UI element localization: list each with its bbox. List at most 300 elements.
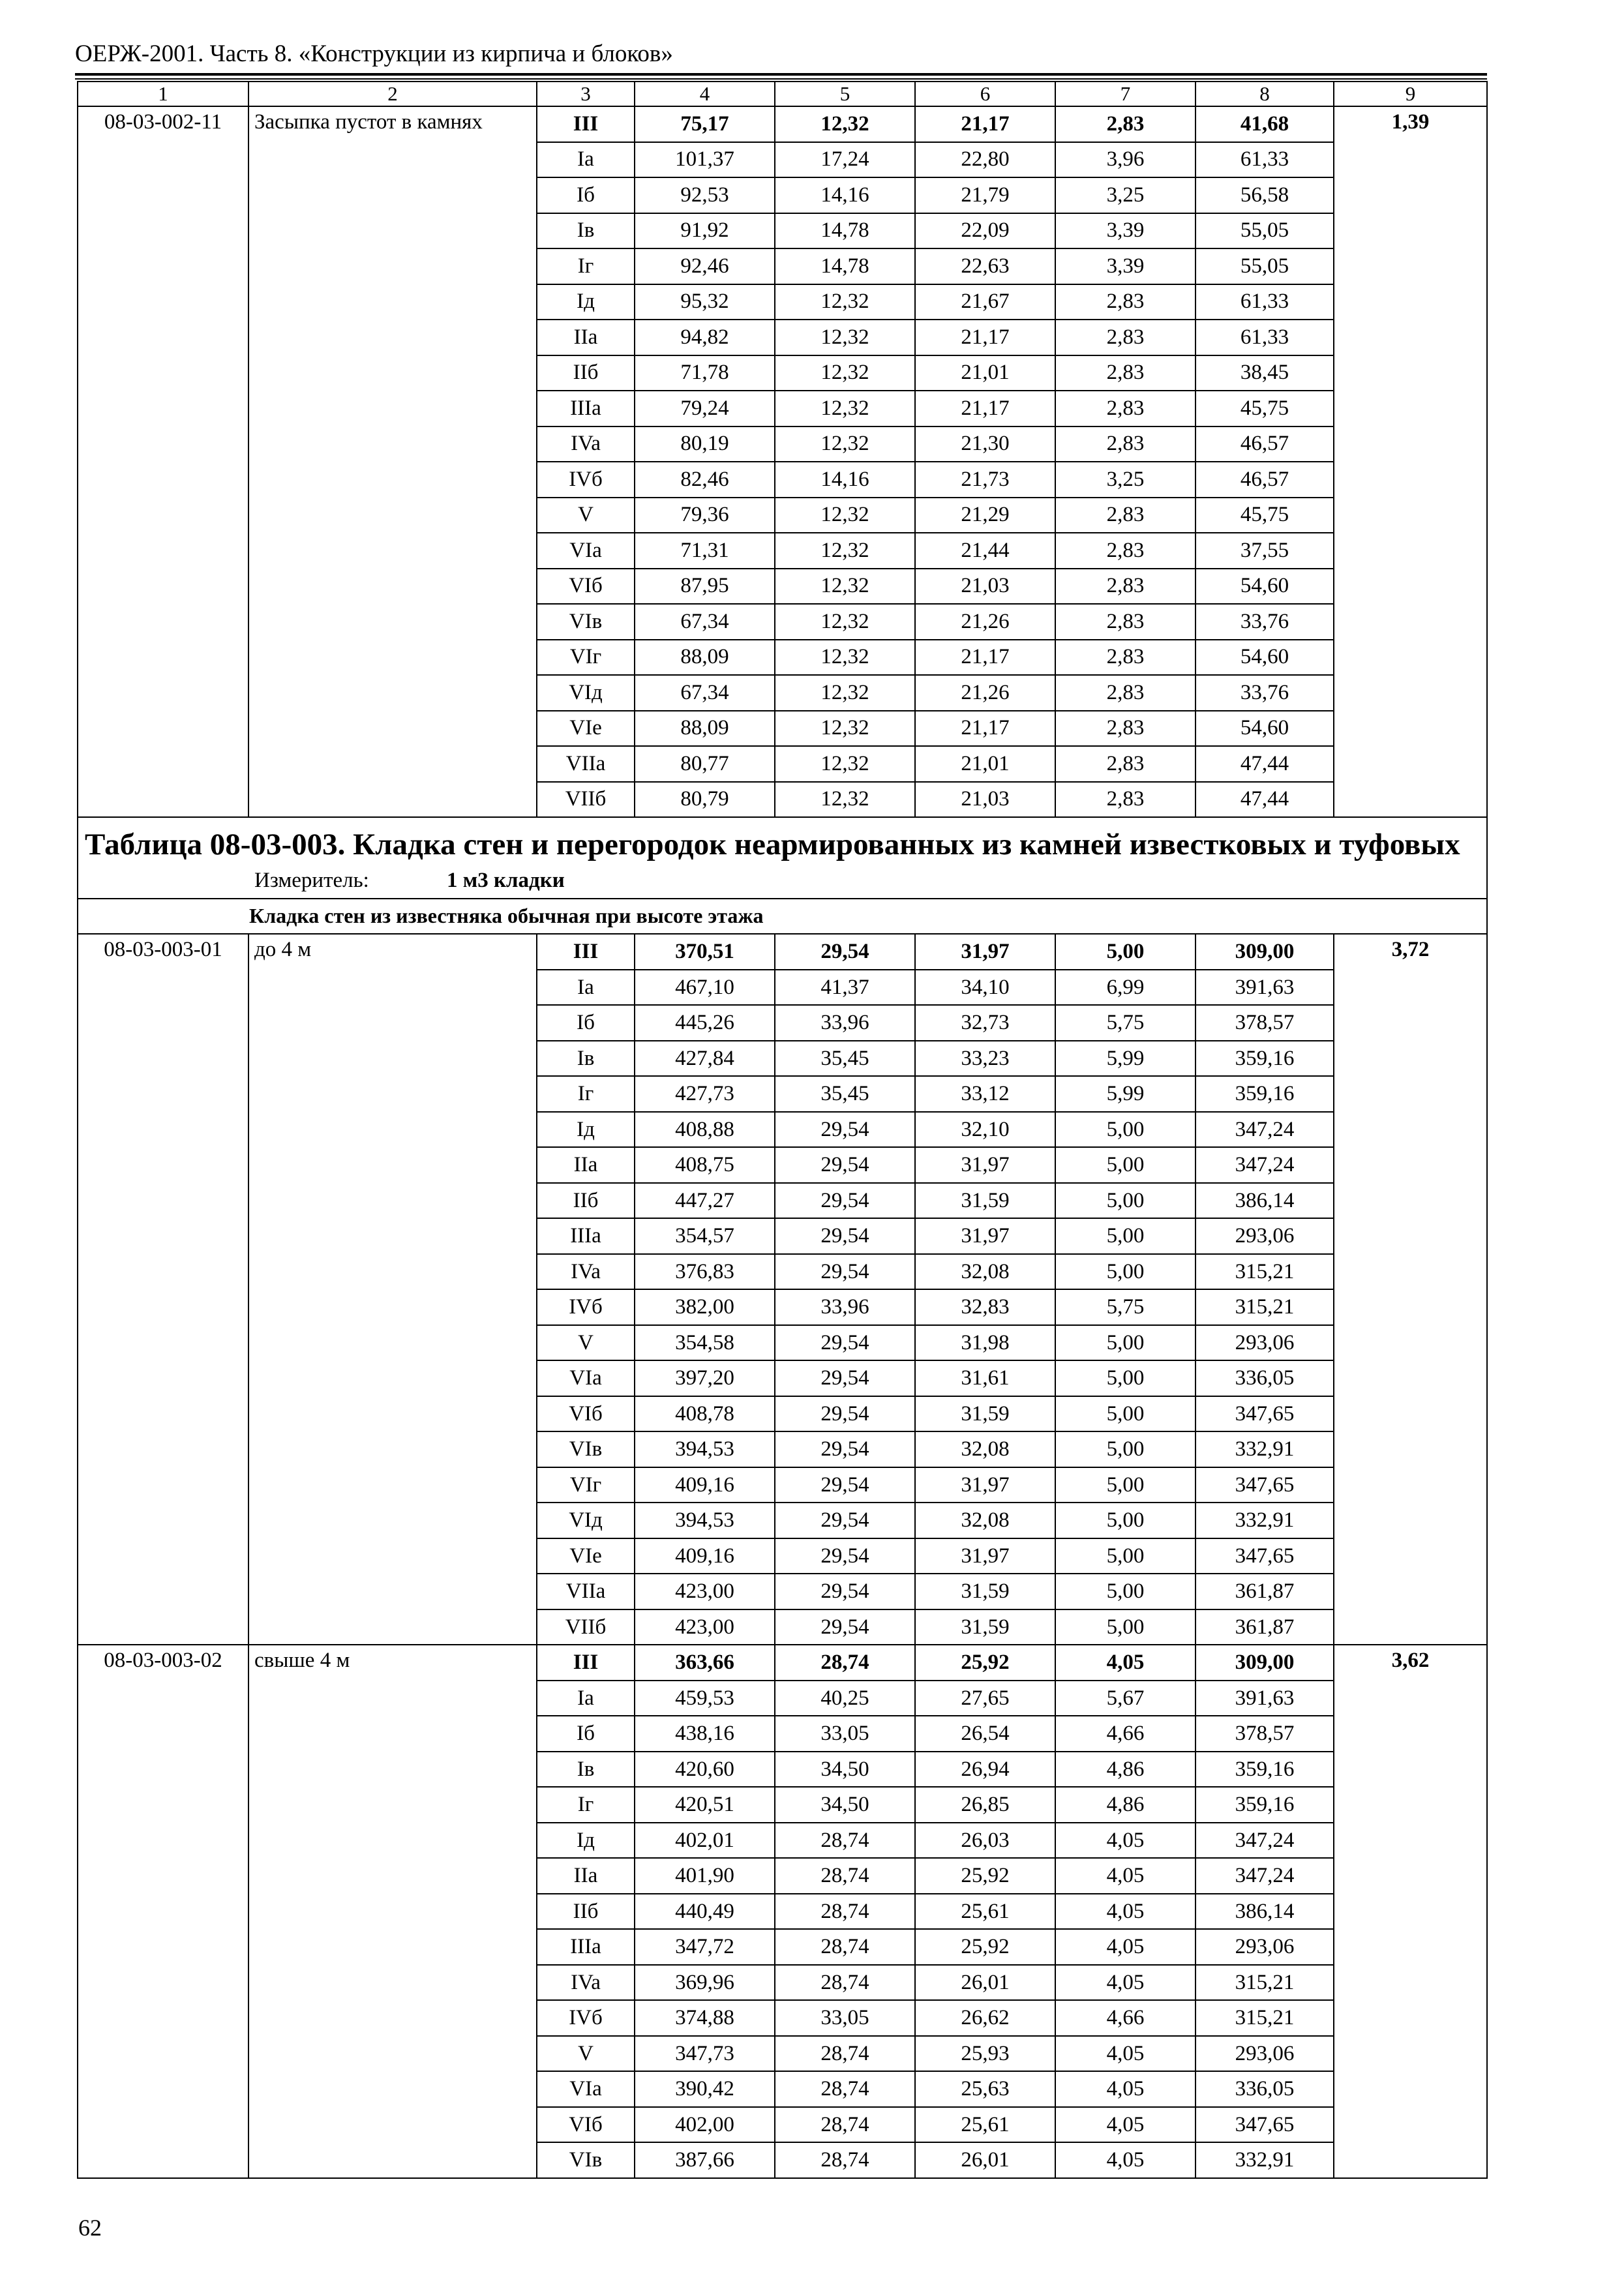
zone-cell: Iв — [537, 1041, 635, 1077]
value-cell: 75,17 — [635, 106, 775, 142]
value-cell: 397,20 — [635, 1360, 775, 1396]
value-cell: 467,10 — [635, 970, 775, 1006]
value-cell: 32,10 — [915, 1112, 1055, 1148]
value-cell: 440,49 — [635, 1894, 775, 1930]
table-row — [78, 1645, 1487, 1681]
value-cell: 21,17 — [915, 106, 1055, 142]
value-cell: 40,25 — [775, 1681, 915, 1716]
value-cell: 31,98 — [915, 1325, 1055, 1361]
value-cell: 21,01 — [915, 746, 1055, 782]
value-cell: 14,16 — [775, 177, 915, 213]
zone-cell: VIe — [537, 711, 635, 747]
zone-cell: VIв — [537, 604, 635, 640]
value-cell: 408,75 — [635, 1147, 775, 1183]
value-cell: 423,00 — [635, 1609, 775, 1645]
labor-cost-cell: 3,62 — [1334, 1645, 1487, 2178]
zone-cell: IIIa — [537, 1929, 635, 1965]
value-cell: 32,08 — [915, 1254, 1055, 1290]
zone-cell: Iб — [537, 1716, 635, 1752]
value-cell: 409,16 — [635, 1467, 775, 1503]
value-cell: 29,54 — [775, 934, 915, 970]
value-cell: 21,26 — [915, 604, 1055, 640]
value-cell: 5,75 — [1055, 1289, 1195, 1325]
running-header: ОЕРЖ-2001. Часть 8. «Конструкции из кирпича и блоков» — [75, 40, 673, 67]
value-cell: 336,05 — [1195, 2071, 1334, 2107]
value-cell: 26,85 — [915, 1787, 1055, 1823]
zone-cell: VIг — [537, 1467, 635, 1503]
value-cell: 31,97 — [915, 1467, 1055, 1503]
zone-cell: IIб — [537, 1894, 635, 1930]
value-cell: 5,00 — [1055, 934, 1195, 970]
value-cell: 459,53 — [635, 1681, 775, 1716]
value-cell: 12,32 — [775, 498, 915, 533]
zone-cell: VIв — [537, 1431, 635, 1467]
zone-cell: V — [537, 2036, 635, 2072]
value-cell: 25,92 — [915, 1858, 1055, 1894]
column-number: 3 — [537, 82, 635, 106]
value-cell: 28,74 — [775, 1894, 915, 1930]
value-cell: 31,59 — [915, 1609, 1055, 1645]
zone-cell: VIв — [537, 2142, 635, 2178]
unit-value: 1 м3 кладки — [447, 869, 565, 893]
value-cell: 79,24 — [635, 391, 775, 426]
value-cell: 101,37 — [635, 142, 775, 178]
value-cell: 5,00 — [1055, 1218, 1195, 1254]
value-cell: 87,95 — [635, 569, 775, 605]
value-cell: 363,66 — [635, 1645, 775, 1681]
value-cell: 394,53 — [635, 1431, 775, 1467]
value-cell: 354,58 — [635, 1325, 775, 1361]
zone-cell: III — [537, 1645, 635, 1681]
value-cell: 5,00 — [1055, 1396, 1195, 1432]
unit-label: Измеритель: — [254, 869, 369, 893]
value-cell: 5,00 — [1055, 1254, 1195, 1290]
value-cell: 41,37 — [775, 970, 915, 1006]
column-number: 7 — [1055, 82, 1195, 106]
value-cell: 359,16 — [1195, 1041, 1334, 1077]
value-cell: 359,16 — [1195, 1076, 1334, 1112]
value-cell: 12,32 — [775, 355, 915, 391]
column-number: 8 — [1195, 82, 1334, 106]
value-cell: 332,91 — [1195, 1503, 1334, 1538]
zone-cell: III — [537, 106, 635, 142]
value-cell: 35,45 — [775, 1076, 915, 1112]
value-cell: 67,34 — [635, 675, 775, 711]
work-description: свыше 4 м — [248, 1645, 537, 2178]
work-description: Засыпка пустот в камнях — [248, 106, 537, 817]
value-cell: 45,75 — [1195, 498, 1334, 533]
value-cell: 420,60 — [635, 1752, 775, 1788]
value-cell: 26,54 — [915, 1716, 1055, 1752]
value-cell: 29,54 — [775, 1467, 915, 1503]
zone-cell: Iг — [537, 1787, 635, 1823]
zone-cell: Iв — [537, 1752, 635, 1788]
value-cell: 22,63 — [915, 248, 1055, 284]
value-cell: 5,00 — [1055, 1325, 1195, 1361]
value-cell: 29,54 — [775, 1325, 915, 1361]
rate-code: 08-03-003-01 — [78, 934, 248, 1645]
value-cell: 29,54 — [775, 1183, 915, 1219]
value-cell: 26,03 — [915, 1823, 1055, 1859]
value-cell: 2,83 — [1055, 782, 1195, 818]
value-cell: 315,21 — [1195, 2000, 1334, 2036]
value-cell: 12,32 — [775, 106, 915, 142]
value-cell: 31,97 — [915, 1218, 1055, 1254]
value-cell: 293,06 — [1195, 2036, 1334, 2072]
zone-cell: Iб — [537, 1005, 635, 1041]
rates-table-body — [78, 82, 1487, 2178]
value-cell: 347,65 — [1195, 1467, 1334, 1503]
value-cell: 22,09 — [915, 213, 1055, 249]
value-cell: 5,00 — [1055, 1609, 1195, 1645]
value-cell: 32,08 — [915, 1431, 1055, 1467]
value-cell: 4,66 — [1055, 1716, 1195, 1752]
value-cell: 61,33 — [1195, 320, 1334, 355]
value-cell: 4,05 — [1055, 1858, 1195, 1894]
value-cell: 387,66 — [635, 2142, 775, 2178]
zone-cell: Iд — [537, 1112, 635, 1148]
value-cell: 46,57 — [1195, 426, 1334, 462]
value-cell: 2,83 — [1055, 391, 1195, 426]
zone-cell: VIIб — [537, 782, 635, 818]
value-cell: 12,32 — [775, 711, 915, 747]
value-cell: 2,83 — [1055, 675, 1195, 711]
value-cell: 309,00 — [1195, 934, 1334, 970]
zone-cell: VIб — [537, 569, 635, 605]
zone-cell: Iг — [537, 1076, 635, 1112]
value-cell: 12,32 — [775, 391, 915, 426]
value-cell: 386,14 — [1195, 1894, 1334, 1930]
zone-cell: VIIб — [537, 1609, 635, 1645]
value-cell: 391,63 — [1195, 970, 1334, 1006]
value-cell: 80,77 — [635, 746, 775, 782]
column-number: 4 — [635, 82, 775, 106]
table-row — [78, 934, 1487, 970]
value-cell: 5,00 — [1055, 1503, 1195, 1538]
value-cell: 29,54 — [775, 1538, 915, 1574]
value-cell: 32,83 — [915, 1289, 1055, 1325]
value-cell: 12,32 — [775, 604, 915, 640]
value-cell: 2,83 — [1055, 533, 1195, 569]
value-cell: 31,61 — [915, 1360, 1055, 1396]
value-cell: 12,32 — [775, 746, 915, 782]
value-cell: 376,83 — [635, 1254, 775, 1290]
value-cell: 25,61 — [915, 1894, 1055, 1930]
value-cell: 21,17 — [915, 711, 1055, 747]
value-cell: 408,88 — [635, 1112, 775, 1148]
value-cell: 347,73 — [635, 2036, 775, 2072]
value-cell: 12,32 — [775, 782, 915, 818]
value-cell: 31,59 — [915, 1183, 1055, 1219]
value-cell: 33,12 — [915, 1076, 1055, 1112]
value-cell: 2,83 — [1055, 569, 1195, 605]
value-cell: 5,00 — [1055, 1147, 1195, 1183]
value-cell: 4,86 — [1055, 1787, 1195, 1823]
value-cell: 4,05 — [1055, 1823, 1195, 1859]
value-cell: 17,24 — [775, 142, 915, 178]
value-cell: 21,26 — [915, 675, 1055, 711]
value-cell: 347,65 — [1195, 2107, 1334, 2143]
value-cell: 12,32 — [775, 533, 915, 569]
zone-cell: Iд — [537, 284, 635, 320]
column-number: 6 — [915, 82, 1055, 106]
value-cell: 347,24 — [1195, 1858, 1334, 1894]
zone-cell: IIIa — [537, 1218, 635, 1254]
value-cell: 33,76 — [1195, 675, 1334, 711]
value-cell: 4,05 — [1055, 2071, 1195, 2107]
value-cell: 3,25 — [1055, 462, 1195, 498]
value-cell: 359,16 — [1195, 1787, 1334, 1823]
zone-cell: VIб — [537, 2107, 635, 2143]
value-cell: 12,32 — [775, 426, 915, 462]
value-cell: 95,32 — [635, 284, 775, 320]
zone-cell: IVa — [537, 1254, 635, 1290]
value-cell: 2,83 — [1055, 746, 1195, 782]
value-cell: 54,60 — [1195, 711, 1334, 747]
value-cell: 361,87 — [1195, 1574, 1334, 1609]
value-cell: 47,44 — [1195, 746, 1334, 782]
value-cell: 4,05 — [1055, 1645, 1195, 1681]
value-cell: 33,23 — [915, 1041, 1055, 1077]
value-cell: 21,17 — [915, 640, 1055, 676]
value-cell: 3,39 — [1055, 213, 1195, 249]
header-rule-thin — [75, 78, 1487, 80]
value-cell: 332,91 — [1195, 1431, 1334, 1467]
value-cell: 293,06 — [1195, 1929, 1334, 1965]
value-cell: 28,74 — [775, 1929, 915, 1965]
value-cell: 5,67 — [1055, 1681, 1195, 1716]
zone-cell: Ia — [537, 142, 635, 178]
value-cell: 21,17 — [915, 391, 1055, 426]
value-cell: 34,50 — [775, 1787, 915, 1823]
value-cell: 88,09 — [635, 640, 775, 676]
value-cell: 54,60 — [1195, 569, 1334, 605]
value-cell: 293,06 — [1195, 1218, 1334, 1254]
value-cell: 25,92 — [915, 1645, 1055, 1681]
value-cell: 71,78 — [635, 355, 775, 391]
column-number: 2 — [248, 82, 537, 106]
rate-code: 08-03-002-11 — [78, 106, 248, 817]
work-description: до 4 м — [248, 934, 537, 1645]
value-cell: 390,42 — [635, 2071, 775, 2107]
value-cell: 5,00 — [1055, 1538, 1195, 1574]
value-cell: 347,65 — [1195, 1538, 1334, 1574]
value-cell: 46,57 — [1195, 462, 1334, 498]
value-cell: 4,05 — [1055, 1965, 1195, 2001]
value-cell: 91,92 — [635, 213, 775, 249]
value-cell: 80,19 — [635, 426, 775, 462]
zone-cell: V — [537, 498, 635, 533]
zone-cell: VIд — [537, 675, 635, 711]
value-cell: 29,54 — [775, 1503, 915, 1538]
value-cell: 29,54 — [775, 1254, 915, 1290]
value-cell: 293,06 — [1195, 1325, 1334, 1361]
value-cell: 6,99 — [1055, 970, 1195, 1006]
value-cell: 25,63 — [915, 2071, 1055, 2107]
value-cell: 354,57 — [635, 1218, 775, 1254]
value-cell: 28,74 — [775, 1965, 915, 2001]
table-row — [78, 106, 1487, 142]
value-cell: 28,74 — [775, 2107, 915, 2143]
table-title: Таблица 08-03-003. Кладка стен и перегородок неармированных из камней известковых и туфовых — [85, 828, 1460, 861]
value-cell: 34,10 — [915, 970, 1055, 1006]
value-cell: 5,99 — [1055, 1041, 1195, 1077]
value-cell: 82,46 — [635, 462, 775, 498]
zone-cell: IIIa — [537, 391, 635, 426]
value-cell: 359,16 — [1195, 1752, 1334, 1788]
value-cell: 92,46 — [635, 248, 775, 284]
value-cell: 21,30 — [915, 426, 1055, 462]
value-cell: 3,25 — [1055, 177, 1195, 213]
value-cell: 29,54 — [775, 1609, 915, 1645]
value-cell: 402,00 — [635, 2107, 775, 2143]
value-cell: 55,05 — [1195, 213, 1334, 249]
zone-cell: III — [537, 934, 635, 970]
value-cell: 5,75 — [1055, 1005, 1195, 1041]
zone-cell: VIд — [537, 1503, 635, 1538]
value-cell: 12,32 — [775, 569, 915, 605]
value-cell: 41,68 — [1195, 106, 1334, 142]
value-cell: 25,93 — [915, 2036, 1055, 2072]
page-number: 62 — [78, 2215, 102, 2241]
value-cell: 61,33 — [1195, 284, 1334, 320]
value-cell: 315,21 — [1195, 1965, 1334, 2001]
value-cell: 2,83 — [1055, 498, 1195, 533]
value-cell: 33,05 — [775, 2000, 915, 2036]
zone-cell: IVб — [537, 2000, 635, 2036]
value-cell: 21,73 — [915, 462, 1055, 498]
value-cell: 408,78 — [635, 1396, 775, 1432]
value-cell: 29,54 — [775, 1218, 915, 1254]
zone-cell: IVб — [537, 1289, 635, 1325]
zone-cell: VIa — [537, 2071, 635, 2107]
value-cell: 29,54 — [775, 1112, 915, 1148]
value-cell: 21,79 — [915, 177, 1055, 213]
subheading: Кладка стен из известняка обычная при высоте этажа — [249, 904, 764, 928]
value-cell: 32,73 — [915, 1005, 1055, 1041]
table-title-cell — [78, 817, 1487, 899]
value-cell: 35,45 — [775, 1041, 915, 1077]
zone-cell: Iв — [537, 213, 635, 249]
value-cell: 427,84 — [635, 1041, 775, 1077]
value-cell: 2,83 — [1055, 106, 1195, 142]
value-cell: 31,97 — [915, 1538, 1055, 1574]
zone-cell: VIIa — [537, 1574, 635, 1609]
value-cell: 369,96 — [635, 1965, 775, 2001]
value-cell: 22,80 — [915, 142, 1055, 178]
value-cell: 37,55 — [1195, 533, 1334, 569]
value-cell: 5,00 — [1055, 1431, 1195, 1467]
value-cell: 5,99 — [1055, 1076, 1195, 1112]
value-cell: 347,24 — [1195, 1823, 1334, 1859]
zone-cell: IVa — [537, 426, 635, 462]
value-cell: 409,16 — [635, 1538, 775, 1574]
value-cell: 21,01 — [915, 355, 1055, 391]
zone-cell: IIa — [537, 1858, 635, 1894]
value-cell: 309,00 — [1195, 1645, 1334, 1681]
labor-cost-cell: 3,72 — [1334, 934, 1487, 1645]
value-cell: 347,24 — [1195, 1147, 1334, 1183]
value-cell: 12,32 — [775, 320, 915, 355]
column-number: 9 — [1334, 82, 1487, 106]
value-cell: 370,51 — [635, 934, 775, 970]
value-cell: 25,61 — [915, 2107, 1055, 2143]
zone-cell: Ia — [537, 970, 635, 1006]
value-cell: 21,03 — [915, 782, 1055, 818]
value-cell: 5,00 — [1055, 1574, 1195, 1609]
value-cell: 12,32 — [775, 284, 915, 320]
value-cell: 438,16 — [635, 1716, 775, 1752]
value-cell: 2,83 — [1055, 355, 1195, 391]
value-cell: 5,00 — [1055, 1360, 1195, 1396]
value-cell: 28,74 — [775, 2071, 915, 2107]
value-cell: 26,01 — [915, 2142, 1055, 2178]
value-cell: 382,00 — [635, 1289, 775, 1325]
value-cell: 29,54 — [775, 1431, 915, 1467]
value-cell: 4,05 — [1055, 1929, 1195, 1965]
value-cell: 2,83 — [1055, 426, 1195, 462]
zone-cell: Ia — [537, 1681, 635, 1716]
column-number: 5 — [775, 82, 915, 106]
value-cell: 29,54 — [775, 1147, 915, 1183]
value-cell: 21,44 — [915, 533, 1055, 569]
rates-table — [77, 81, 1488, 2179]
value-cell: 361,87 — [1195, 1609, 1334, 1645]
value-cell: 94,82 — [635, 320, 775, 355]
zone-cell: IVa — [537, 1965, 635, 2001]
header-rule — [75, 73, 1487, 76]
value-cell: 21,67 — [915, 284, 1055, 320]
value-cell: 21,17 — [915, 320, 1055, 355]
value-cell: 14,78 — [775, 213, 915, 249]
zone-cell: IIб — [537, 1183, 635, 1219]
zone-cell: Iд — [537, 1823, 635, 1859]
value-cell: 28,74 — [775, 1645, 915, 1681]
value-cell: 33,96 — [775, 1289, 915, 1325]
value-cell: 4,66 — [1055, 2000, 1195, 2036]
zone-cell: VIa — [537, 1360, 635, 1396]
value-cell: 33,76 — [1195, 604, 1334, 640]
zone-cell: VIг — [537, 640, 635, 676]
value-cell: 29,54 — [775, 1360, 915, 1396]
value-cell: 391,63 — [1195, 1681, 1334, 1716]
value-cell: 71,31 — [635, 533, 775, 569]
value-cell: 401,90 — [635, 1858, 775, 1894]
value-cell: 26,62 — [915, 2000, 1055, 2036]
value-cell: 12,32 — [775, 675, 915, 711]
value-cell: 378,57 — [1195, 1716, 1334, 1752]
value-cell: 55,05 — [1195, 248, 1334, 284]
value-cell: 31,59 — [915, 1396, 1055, 1432]
zone-cell: VIa — [537, 533, 635, 569]
table-title-row — [78, 817, 1487, 899]
value-cell: 5,00 — [1055, 1183, 1195, 1219]
zone-cell: VIe — [537, 1538, 635, 1574]
value-cell: 79,36 — [635, 498, 775, 533]
value-cell: 447,27 — [635, 1183, 775, 1219]
value-cell: 4,05 — [1055, 2142, 1195, 2178]
value-cell: 88,09 — [635, 711, 775, 747]
value-cell: 423,00 — [635, 1574, 775, 1609]
value-cell: 347,24 — [1195, 1112, 1334, 1148]
value-cell: 378,57 — [1195, 1005, 1334, 1041]
value-cell: 14,78 — [775, 248, 915, 284]
value-cell: 80,79 — [635, 782, 775, 818]
column-number-row — [78, 82, 1487, 106]
value-cell: 12,32 — [775, 640, 915, 676]
zone-cell: Iб — [537, 177, 635, 213]
value-cell: 4,05 — [1055, 1894, 1195, 1930]
